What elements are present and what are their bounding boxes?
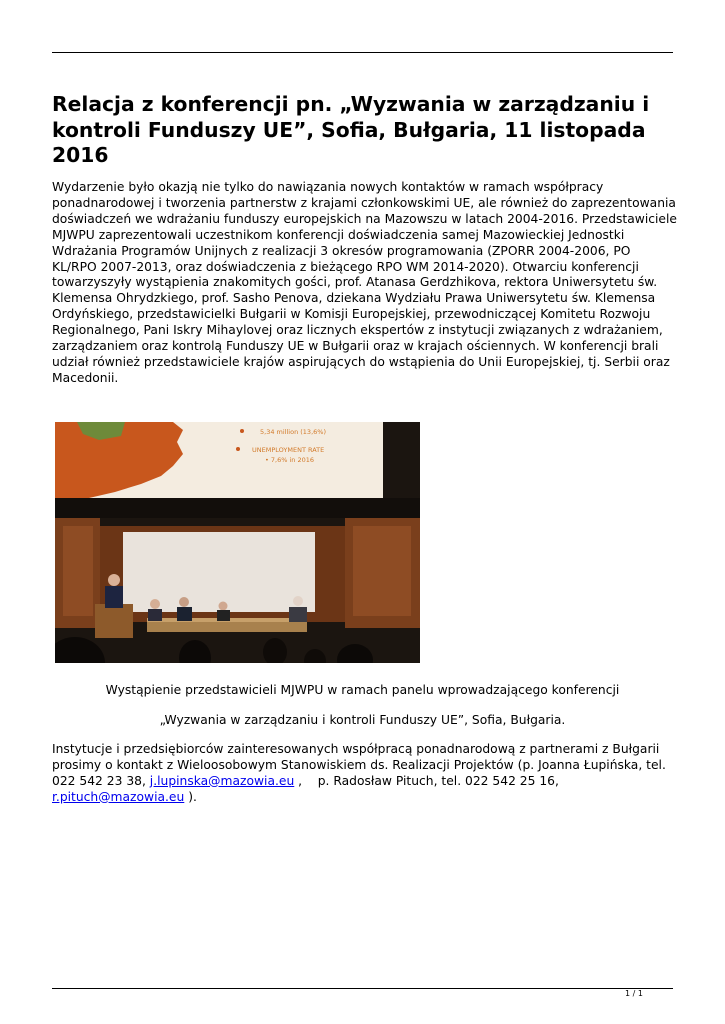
slide-line-1: 5,34 million (13,6%)	[260, 428, 326, 436]
photo-caption-line-2: „Wyzwania w zarządzaniu i kontroli Funduszy UE”, Sofia, Bułgaria.	[159, 713, 566, 727]
back-screen	[123, 532, 315, 612]
email-link-lupinska[interactable]: j.lupinska@mazowia.eu	[149, 773, 295, 788]
page-number: 1 / 1	[625, 989, 643, 998]
intro-paragraph: Wydarzenie było okazją nie tylko do nawiązania nowych kontaktów w ramach współpracy ponadnarodowej i tworzenia partnerstw z krajami członkowskimi UE, ale również do zaprezentowania doświadczeń we wdrażaniu funduszy europejskich na Mazowszu w latach 2004-2016. Przedstawiciele MJWPU zaprezentowali uczestnikom konferencji doświadczenia samej Mazowieckiej Jednostki Wdrażania Programów Unijnych z realizacji 3 okresów programowania (ZPORR 2004-2006, PO KL/RPO 2007-2013, oraz doświadczenia z bieżącego RPO WM 2014-2020). Otwarciu konferencji towarzyszyły wystąpienia znakomitych gości, prof. Atanasa Gerdzhikova, rektora Uniwersytetu św. Klemensa Ohrydzkiego, prof. Sasho Penova, dziekana Wydziału Prawa Uniwersytetu św. Klemensa Ordyńskiego, przedstawicielki Bułgarii w Komisji Europejskiej, przewodniczącej Komitetu Rozwoju Regionalnego, Pani Iskry Mihaylovej oraz licznych ekspertów z instytucji związanych z wdrażaniem, zarządzaniem oraz kontrolą Funduszy UE w Bułgarii oraz w krajach ościennych. W konferencji brali udział również przedstawiciele krajów aspirujących do wstąpienia do Unii Europejskiej, tj. Serbii oraz Macedonii.	[52, 180, 677, 385]
contact-line-2: prosimy o kontakt z Wieloosobowym Stanowiskiem ds. Realizacji Projektów (p. Joanna Łupińska, tel.	[52, 757, 666, 772]
page-title: Relacja z konferencji pn. „Wyzwania w zarządzaniu i kontroli Funduszy UE”, Sofia, Bułgaria, 11 listopada 2016	[52, 92, 650, 167]
top-divider	[52, 52, 673, 53]
contact-paragraph	[52, 742, 678, 806]
contact-pituch-info: , p. Radosław Pituch, tel. 022 542 25 16,	[294, 773, 559, 788]
contact-closing: ).	[184, 789, 197, 804]
slide-line-3: • 7,6% in 2016	[265, 456, 315, 464]
contact-line-3	[52, 774, 678, 790]
conference-photo	[55, 422, 420, 663]
slide-line-2: UNEMPLOYMENT RATE	[252, 446, 325, 454]
photo-caption-line-1: Wystąpienie przedstawicieli MJWPU w ramach panelu wprowadzającego konferencji	[105, 683, 620, 697]
podium	[95, 604, 133, 638]
contact-phone-1: 022 542 23 38,	[52, 773, 150, 788]
email-link-pituch[interactable]: r.pituch@mazowia.eu	[52, 789, 185, 804]
contact-line-4	[52, 790, 678, 806]
bottom-divider	[52, 988, 673, 989]
contact-line-1: Instytucje i przedsiębiorców zainteresowanych współpracą ponadnarodową z partnerami z Bułgarii	[52, 742, 660, 756]
